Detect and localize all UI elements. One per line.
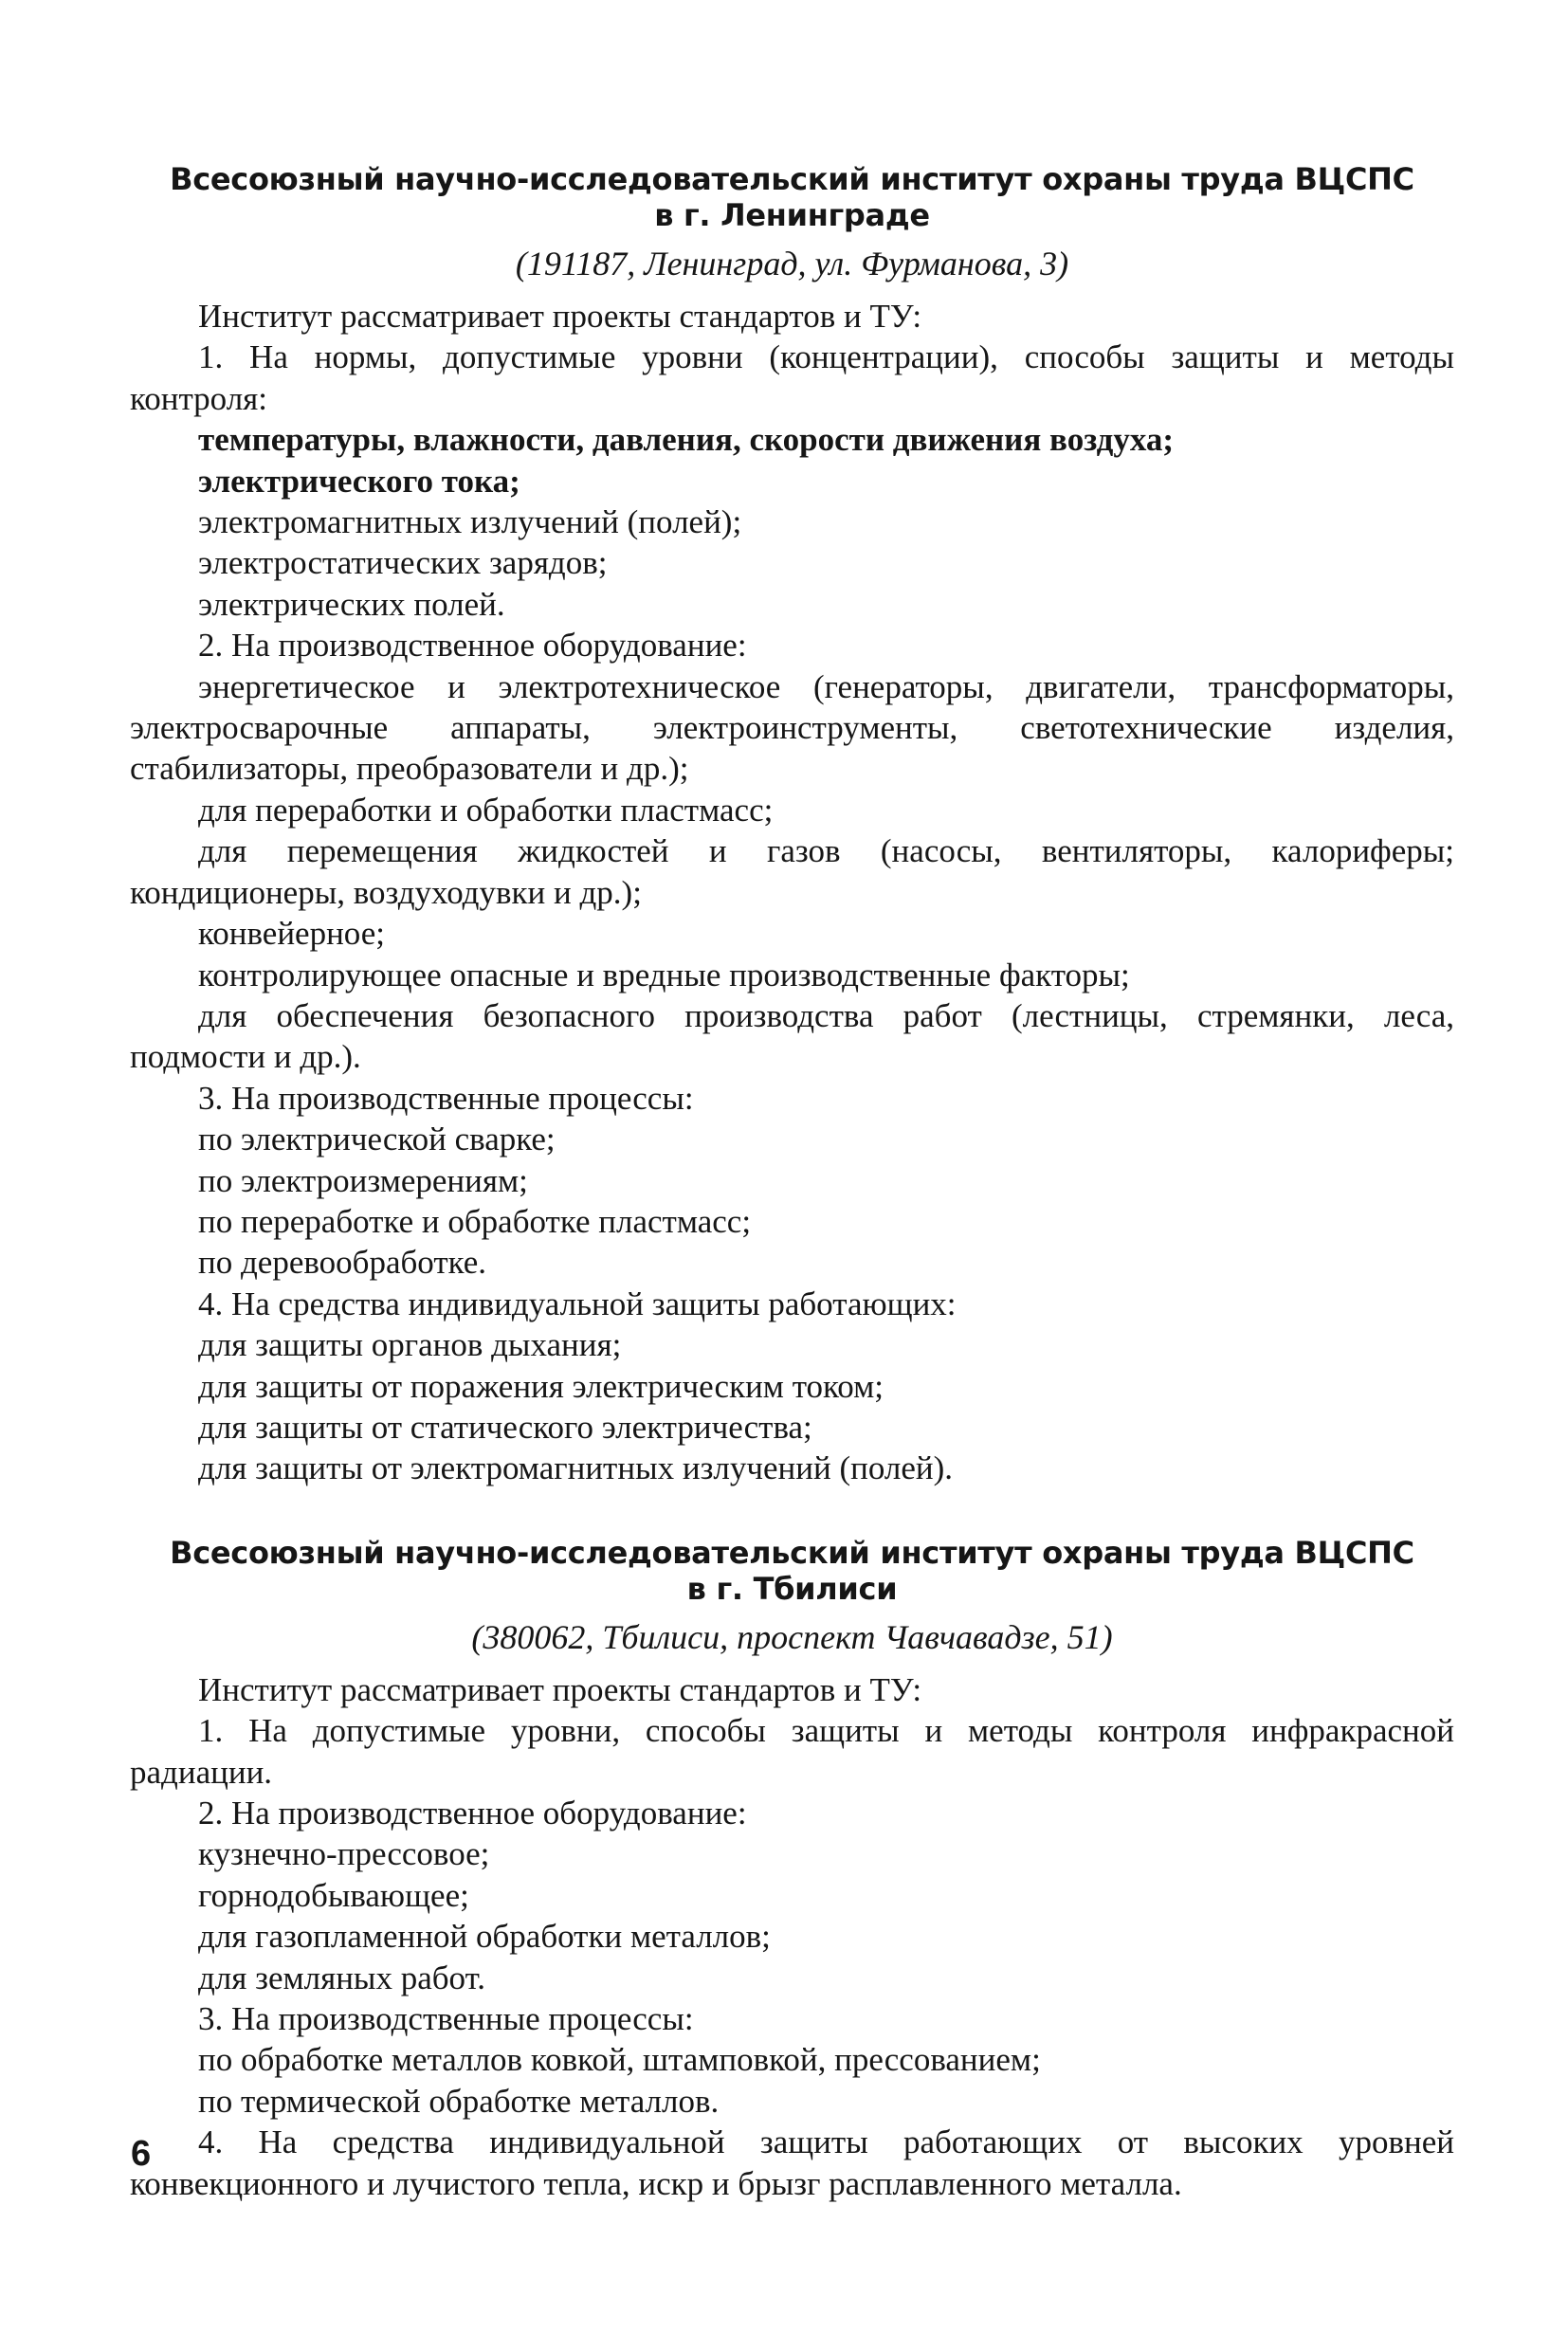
- text-line: 3. На производственные процессы:: [198, 2000, 694, 2038]
- text-line: температуры, влажности, давления, скорости движения воздуха;: [198, 421, 1175, 459]
- text-line: Институт рассматривает проекты стандартов и ТУ:: [198, 1670, 922, 1708]
- text-line: по переработке и обработке пластмасс;: [198, 1202, 752, 1240]
- text-line: подмости и др.).: [130, 1038, 361, 1076]
- institute-address: (191187, Ленинград, ул. Фурманова, 3): [515, 245, 1069, 282]
- text-line: электростатических зарядов;: [198, 544, 608, 582]
- text-line: 4. На средства индивидуальной защиты работающих от высоких уровней: [198, 2123, 1454, 2161]
- text-line: для переработки и обработки пластмасс;: [198, 791, 774, 829]
- text-line: Институт рассматривает проекты стандартов и ТУ:: [198, 298, 922, 335]
- section-tbilisi: [130, 1535, 1454, 2204]
- text-line: кондиционеры, воздуходувки и др.);: [130, 873, 642, 911]
- text-line: конвекционного и лучистого тепла, искр и брызг расплавленного металла.: [130, 2164, 1182, 2202]
- text-line: для защиты от поражения электрическим током;: [198, 1367, 884, 1405]
- text-line: горнодобывающее;: [198, 1876, 469, 1914]
- text-line: для газопламенной обработки металлов;: [198, 1918, 771, 1956]
- section-body: [130, 296, 1454, 1489]
- text-line: электромагнитных излучений (полей);: [198, 503, 742, 541]
- text-line: 2. На производственное оборудование:: [198, 1795, 747, 1832]
- text-line: энергетическое и электротехническое (генераторы, двигатели, трансформаторы,: [198, 667, 1454, 705]
- text-line: для перемещения жидкостей и газов (насосы, вентиляторы, калориферы;: [198, 832, 1454, 870]
- text-line: по электрической сварке;: [198, 1121, 556, 1158]
- text-line: стабилизаторы, преобразователи и др.);: [130, 750, 689, 788]
- text-line: по электроизмерениям;: [198, 1161, 528, 1199]
- text-line: электрических полей.: [198, 585, 505, 623]
- section-body: [130, 1669, 1454, 2204]
- text-line: по деревообработке.: [198, 1244, 487, 1282]
- heading-line: в г. Ленинграде: [654, 197, 930, 233]
- text-line: 1. На нормы, допустимые уровни (концентрации), способы защиты и методы: [198, 338, 1454, 376]
- text-line: электросварочные аппараты, электроинструменты, светотехнические изделия,: [130, 709, 1454, 747]
- text-line: 2. На производственное оборудование:: [198, 627, 747, 665]
- text-line: контролирующее опасные и вредные производственные факторы;: [198, 956, 1130, 993]
- text-line: 3. На производственные процессы:: [198, 1079, 694, 1117]
- text-line: для защиты от электромагнитных излучений (полей).: [198, 1449, 954, 1487]
- text-line: 1. На допустимые уровни, способы защиты и методы контроля инфракрасной: [198, 1712, 1454, 1750]
- text-line: контроля:: [130, 379, 268, 417]
- section-heading: [130, 161, 1454, 233]
- text-line: по обработке металлов ковкой, штамповкой, прессованием;: [198, 2041, 1041, 2079]
- text-line: кузнечно-прессовое;: [198, 1835, 490, 1873]
- heading-line: Всесоюзный научно-исследовательский институт охраны труда ВЦСПС: [170, 1534, 1414, 1571]
- text-line: для земляных работ.: [198, 1959, 485, 1996]
- text-line: радиации.: [130, 1753, 273, 1791]
- text-line: по термической обработке металлов.: [198, 2082, 720, 2120]
- text-line: электрического тока;: [198, 462, 520, 500]
- heading-line: Всесоюзный научно-исследовательский институт охраны труда ВЦСПС: [170, 161, 1414, 197]
- section-leningrad: [130, 161, 1454, 1489]
- heading-line: в г. Тбилиси: [686, 1570, 898, 1607]
- institute-address: (380062, Тбилиси, проспект Чавчавадзе, 51): [471, 1617, 1113, 1656]
- text-line: 4. На средства индивидуальной защиты работающих:: [198, 1285, 957, 1322]
- text-line: для защиты от статического электричества;: [198, 1408, 812, 1446]
- page-number: 6: [131, 2134, 152, 2174]
- section-heading: [130, 1535, 1454, 1607]
- text-line: для обеспечения безопасного производства работ (лестницы, стремянки, леса,: [198, 996, 1454, 1034]
- text-line: для защиты органов дыхания;: [198, 1326, 622, 1364]
- text-line: конвейерное;: [198, 915, 385, 953]
